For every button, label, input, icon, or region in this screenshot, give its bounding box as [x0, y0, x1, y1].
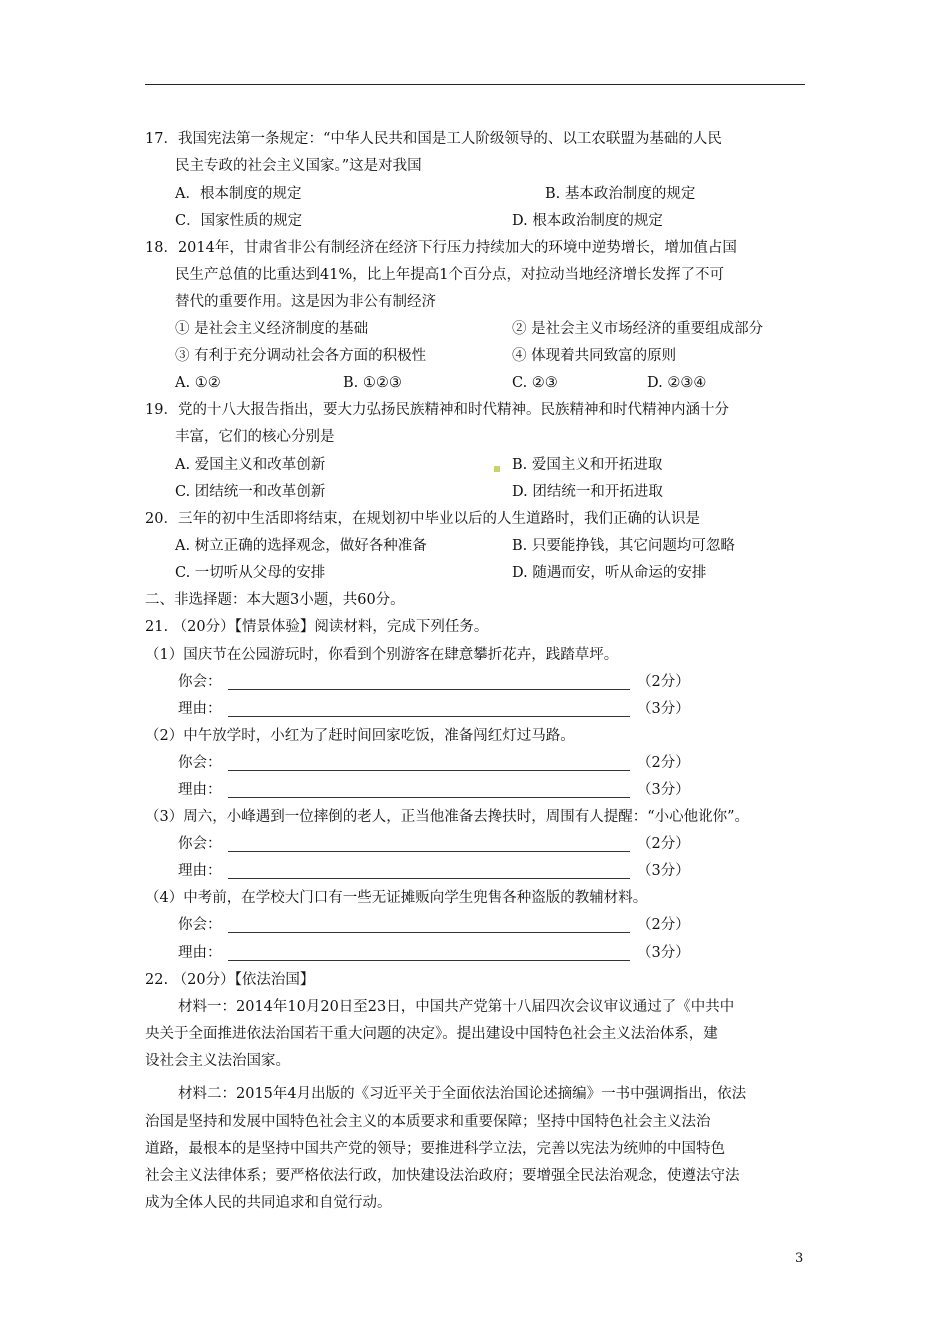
q19-option-a: A. 爱国主义和改革创新 — [175, 457, 326, 473]
q21-s3-reason-label: 理由： — [178, 863, 222, 879]
q22-material2-line1: 材料二：2015年4月出版的《习近平关于全面依法治国论述摘编》一书中强调指出，依法 — [178, 1086, 747, 1102]
q17-option-d: D. 根本政治制度的规定 — [512, 213, 663, 229]
q21-scenario-4: （4）中考前，在学校大门口有一些无证摊贩向学生兜售各种盗版的教辅材料。 — [145, 890, 648, 906]
q22-material1-line1: 材料一：2014年10月20日至23日，中国共产党第十八届四次会议审议通过了《中共中 — [178, 999, 735, 1015]
q18-stem-line1: 18．2014年，甘肃省非公有制经济在经济下行压力持续加大的环境中逆势增长，增加值占国 — [145, 240, 737, 256]
q20-option-c: C. 一切听从父母的安排 — [175, 565, 326, 581]
q17-option-b: B. 基本政治制度的规定 — [545, 186, 696, 202]
q18-statement-4: ④ 体现着共同致富的原则 — [512, 348, 677, 364]
q21-s3-reason-blank[interactable] — [228, 878, 630, 879]
q21-s3-do-label: 你会： — [178, 836, 222, 852]
q22-material2-line4: 社会主义法律体系；要严格依法行政，加快建设法治政府；要增强全民法治观念，使遵法守法 — [145, 1168, 740, 1184]
q18-option-b: B. ①②③ — [343, 375, 402, 391]
q17-option-a: A．根本制度的规定 — [175, 186, 302, 202]
q19-option-c: C. 团结统一和改革创新 — [175, 484, 326, 500]
q21-s1-do-label: 你会： — [178, 674, 222, 690]
page-number: 3 — [795, 1251, 804, 1266]
q21-s1-reason-points: （3分） — [637, 701, 690, 717]
q21-s1-do-blank[interactable] — [228, 689, 630, 690]
q18-option-c: C. ②③ — [512, 375, 558, 391]
q20-option-b: B. 只要能挣钱，其它问题均可忽略 — [512, 538, 735, 554]
q18-option-a: A. ①② — [175, 375, 221, 391]
q22-material1-line3: 设社会主义法治国家。 — [145, 1053, 290, 1069]
section2-heading: 二、非选择题：本大题3小题，共60分。 — [145, 592, 405, 608]
q21-s2-do-label: 你会： — [178, 755, 222, 771]
q22-material1-line2: 央关于全面推进依法治国若干重大问题的决定》。提出建设中国特色社会主义法治体系，建 — [145, 1026, 718, 1042]
q17-option-c: C．国家性质的规定 — [175, 213, 303, 229]
q21-s1-do-points: （2分） — [637, 674, 690, 690]
q21-s4-do-blank[interactable] — [228, 932, 630, 933]
q17-stem-line1: 17．我国宪法第一条规定：“中华人民共和国是工人阶级领导的、以工农联盟为基础的人民 — [145, 131, 722, 147]
q21-s3-reason-points: （3分） — [637, 863, 690, 879]
q21-s4-reason-points: （3分） — [637, 945, 690, 961]
q21-s2-reason-blank[interactable] — [228, 797, 630, 798]
q22-material2-line5: 成为全体人民的共同追求和自觉行动。 — [145, 1195, 392, 1211]
q18-statement-2: ② 是社会主义市场经济的重要组成部分 — [512, 321, 764, 337]
q21-s1-reason-blank[interactable] — [228, 716, 630, 717]
q19-stem-line1: 19．党的十八大报告指出，要大力弘扬民族精神和时代精神。民族精神和时代精神内涵十分 — [145, 402, 729, 418]
q17-stem-line2: 民主专政的社会主义国家。”这是对我国 — [175, 158, 422, 174]
q18-statement-1: ① 是社会主义经济制度的基础 — [175, 321, 369, 337]
q21-s2-reason-points: （3分） — [637, 782, 690, 798]
q22-title: 22. （20分）【依法治国】 — [145, 972, 315, 988]
q21-s4-do-label: 你会： — [178, 917, 222, 933]
q21-s3-do-points: （2分） — [637, 836, 690, 852]
q21-scenario-1: （1）国庆节在公园游玩时，你看到个别游客在肆意攀折花卉，践踏草坪。 — [145, 647, 619, 663]
q19-option-b: B. 爱国主义和开拓进取 — [512, 457, 663, 473]
q18-option-d: D. ②③④ — [647, 375, 707, 391]
q22-material2-line3: 道路，最根本的是坚持中国共产党的领导；要推进科学立法，完善以宪法为统帅的中国特色 — [145, 1141, 725, 1157]
q21-s2-do-blank[interactable] — [228, 770, 630, 771]
q18-stem-line3: 替代的重要作用。这是因为非公有制经济 — [175, 294, 436, 310]
q19-option-d: D. 团结统一和开拓进取 — [512, 484, 663, 500]
q22-material2-line2: 治国是坚持和发展中国特色社会主义的本质要求和重要保障；坚持中国特色社会主义法治 — [145, 1114, 711, 1130]
q20-stem-line1: 20．三年的初中生活即将结束，在规划初中毕业以后的人生道路时，我们正确的认识是 — [145, 511, 700, 527]
q21-title: 21. （20分）【情景体验】阅读材料，完成下列任务。 — [145, 619, 489, 635]
q21-s2-do-points: （2分） — [637, 755, 690, 771]
header-rule — [145, 84, 805, 85]
q21-s4-reason-label: 理由： — [178, 945, 222, 961]
q18-stem-line2: 民生产总值的比重达到41%，比上年提高1个百分点，对拉动当地经济增长发挥了不可 — [175, 267, 724, 283]
q21-s4-do-points: （2分） — [637, 917, 690, 933]
q21-scenario-3: （3）周六，小峰遇到一位摔倒的老人，正当他准备去搀扶时，周围有人提醒：“小心他讹你”。 — [145, 809, 750, 825]
q21-s3-do-blank[interactable] — [228, 851, 630, 852]
q20-option-d: D. 随遇而安，听从命运的安排 — [512, 565, 707, 581]
stray-mark — [494, 466, 500, 472]
q21-scenario-2: （2）中午放学时，小红为了赶时间回家吃饭，准备闯红灯过马路。 — [145, 728, 575, 744]
q20-option-a: A. 树立正确的选择观念，做好各种准备 — [175, 538, 427, 554]
q21-s2-reason-label: 理由： — [178, 782, 222, 798]
q18-statement-3: ③ 有利于充分调动社会各方面的积极性 — [175, 348, 427, 364]
q19-stem-line2: 丰富，它们的核心分别是 — [175, 429, 335, 445]
q21-s1-reason-label: 理由： — [178, 701, 222, 717]
q21-s4-reason-blank[interactable] — [228, 960, 630, 961]
